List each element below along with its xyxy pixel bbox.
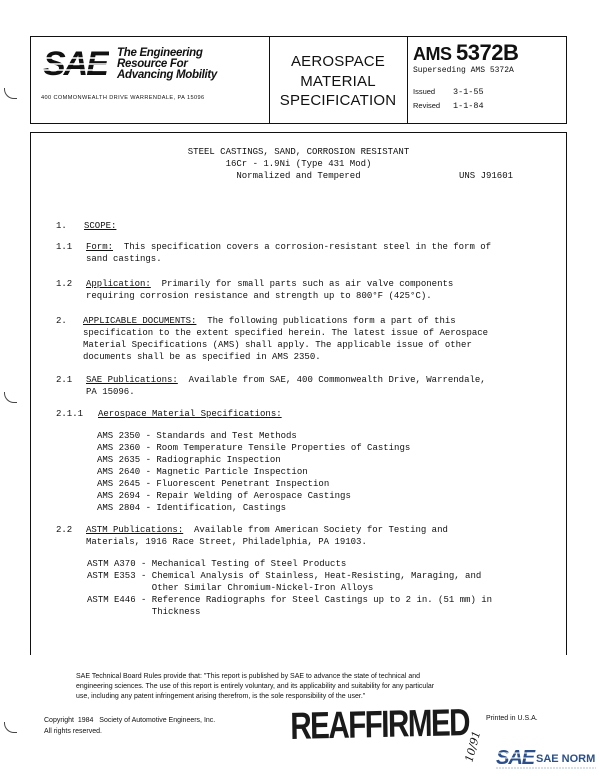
- spec-header: [30, 36, 567, 124]
- text-line: Material Specifications (AMS) shall apply. The applicable issue of other: [83, 340, 472, 350]
- ams-list-item: AMS 2640 - Magnetic Particle Inspection: [97, 467, 308, 477]
- superseding: Superseding AMS 5372A: [413, 66, 514, 75]
- rights-reserved: All rights reserved.: [44, 728, 102, 735]
- section-astm-pubs: ASTM Publications: Available from American Society for Testing and: [86, 525, 448, 535]
- section-application: Application: Primarily for small parts such as air valve components: [86, 279, 454, 289]
- section-sae-pubs: SAE Publications: Available from SAE, 400 Commonwealth Drive, Warrendale,: [86, 375, 486, 385]
- astm-list-item: ASTM E353 - Chemical Analysis of Stainless, Heat-Resisting, Maraging, and: [87, 571, 482, 581]
- section-num: 2.1: [56, 375, 73, 385]
- text-line: documents shall be as specified in AMS 2350.: [83, 352, 321, 362]
- printed-in: Printed in U.S.A.: [486, 715, 538, 722]
- margin-mark: [4, 392, 17, 403]
- text-line: requiring corrosion resistance and strength up to 800°F (425°C).: [86, 291, 432, 301]
- text-line: specification to the extent specified herein. The latest issue of Aerospace: [83, 328, 489, 338]
- svg-text:SAE: SAE: [43, 46, 107, 80]
- section-applicable-docs: APPLICABLE DOCUMENTS: The following publications form a part of this: [83, 316, 456, 326]
- doc-type-line: AEROSPACE: [290, 53, 386, 70]
- ams-list-item: AMS 2804 - Identification, Castings: [97, 503, 287, 513]
- section-heading-scope: SCOPE:: [84, 221, 117, 231]
- text-line: sand castings.: [86, 254, 162, 264]
- revised-row: Revised 1-1-84: [413, 101, 484, 111]
- doc-type: [269, 37, 408, 123]
- astm-list-item: ASTM E446 - Reference Radiographs for Steel Castings up to 2 in. (51 mm) in: [87, 595, 493, 605]
- margin-mark: [4, 722, 17, 733]
- doc-type-line: MATERIAL: [300, 72, 376, 90]
- text-line: PA 15096.: [86, 387, 135, 397]
- ams-list-item: AMS 2635 - Radiographic Inspection: [97, 455, 281, 465]
- spec-id-block: [407, 37, 566, 123]
- ams-list-item: AMS 2694 - Repair Welding of Aerospace Castings: [97, 491, 351, 501]
- astm-list-item: Thickness: [87, 607, 201, 617]
- handwritten-date: 10/91: [462, 729, 484, 764]
- svg-text:SAE: SAE: [496, 747, 535, 769]
- policy-line: use, including any patent infringement arising therefrom, is the sole responsibility of the user.": [76, 693, 366, 700]
- title-line-2: 16Cr - 1.9Ni (Type 431 Mod): [225, 159, 372, 169]
- ams-number: AMS 5372B: [413, 40, 519, 65]
- policy-line: engineering sciences. The use of this report is entirely voluntary, and its applicability and suitability for any particular: [76, 683, 435, 690]
- section-num: 1.: [56, 221, 67, 231]
- copyright: Copyright 1984 Society of Automotive Engineers, Inc.: [44, 717, 216, 724]
- section-form: Form: This specification covers a corrosion-resistant steel in the form of: [86, 242, 492, 252]
- astm-list-item: ASTM A370 - Mechanical Testing of Steel Products: [87, 559, 347, 569]
- margin-mark: [4, 88, 17, 99]
- reaffirmed-stamp: REAFFIRMED: [290, 702, 470, 748]
- spec-body: [30, 132, 567, 655]
- sae-address: 400 COMMONWEALTH DRIVE WARRENDALE, PA 15096: [41, 95, 205, 101]
- sae-branding: [31, 37, 270, 123]
- sae-norm-logo: [496, 744, 596, 770]
- ams-list-item: AMS 2645 - Fluorescent Penetrant Inspection: [97, 479, 330, 489]
- ams-list-item: AMS 2360 - Room Temperature Tensile Properties of Castings: [97, 443, 411, 453]
- title-line-3: Normalized and Tempered: [236, 171, 361, 181]
- section-num: 2.1.1: [56, 409, 84, 419]
- policy-line: SAE Technical Board Rules provide that: "This report is published by SAE to advance the state of technical and: [76, 673, 420, 680]
- section-num: 1.1: [56, 242, 73, 252]
- sae-logo: [43, 46, 109, 80]
- doc-type-line: SPECIFICATION: [279, 92, 397, 109]
- uns-number: UNS J91601: [459, 171, 514, 181]
- section-num: 2.: [56, 316, 67, 326]
- svg-text:SAE NORM: SAE NORM: [536, 753, 596, 765]
- section-ams-list-heading: Aerospace Material Specifications:: [98, 409, 282, 419]
- astm-list-item: Other Similar Chromium-Nickel-Iron Alloys: [87, 583, 374, 593]
- ams-list-item: AMS 2350 - Standards and Test Methods: [97, 431, 297, 441]
- section-num: 2.2: [56, 525, 73, 535]
- text-line: Materials, 1916 Race Street, Philadelphia, PA 19103.: [86, 537, 367, 547]
- sae-tagline: The Engineering Resource For Advancing Mobility: [117, 47, 218, 81]
- title-line-1: STEEL CASTINGS, SAND, CORROSION RESISTANT: [187, 147, 410, 157]
- issued-row: Issued 3-1-55: [413, 87, 484, 97]
- section-num: 1.2: [56, 279, 73, 289]
